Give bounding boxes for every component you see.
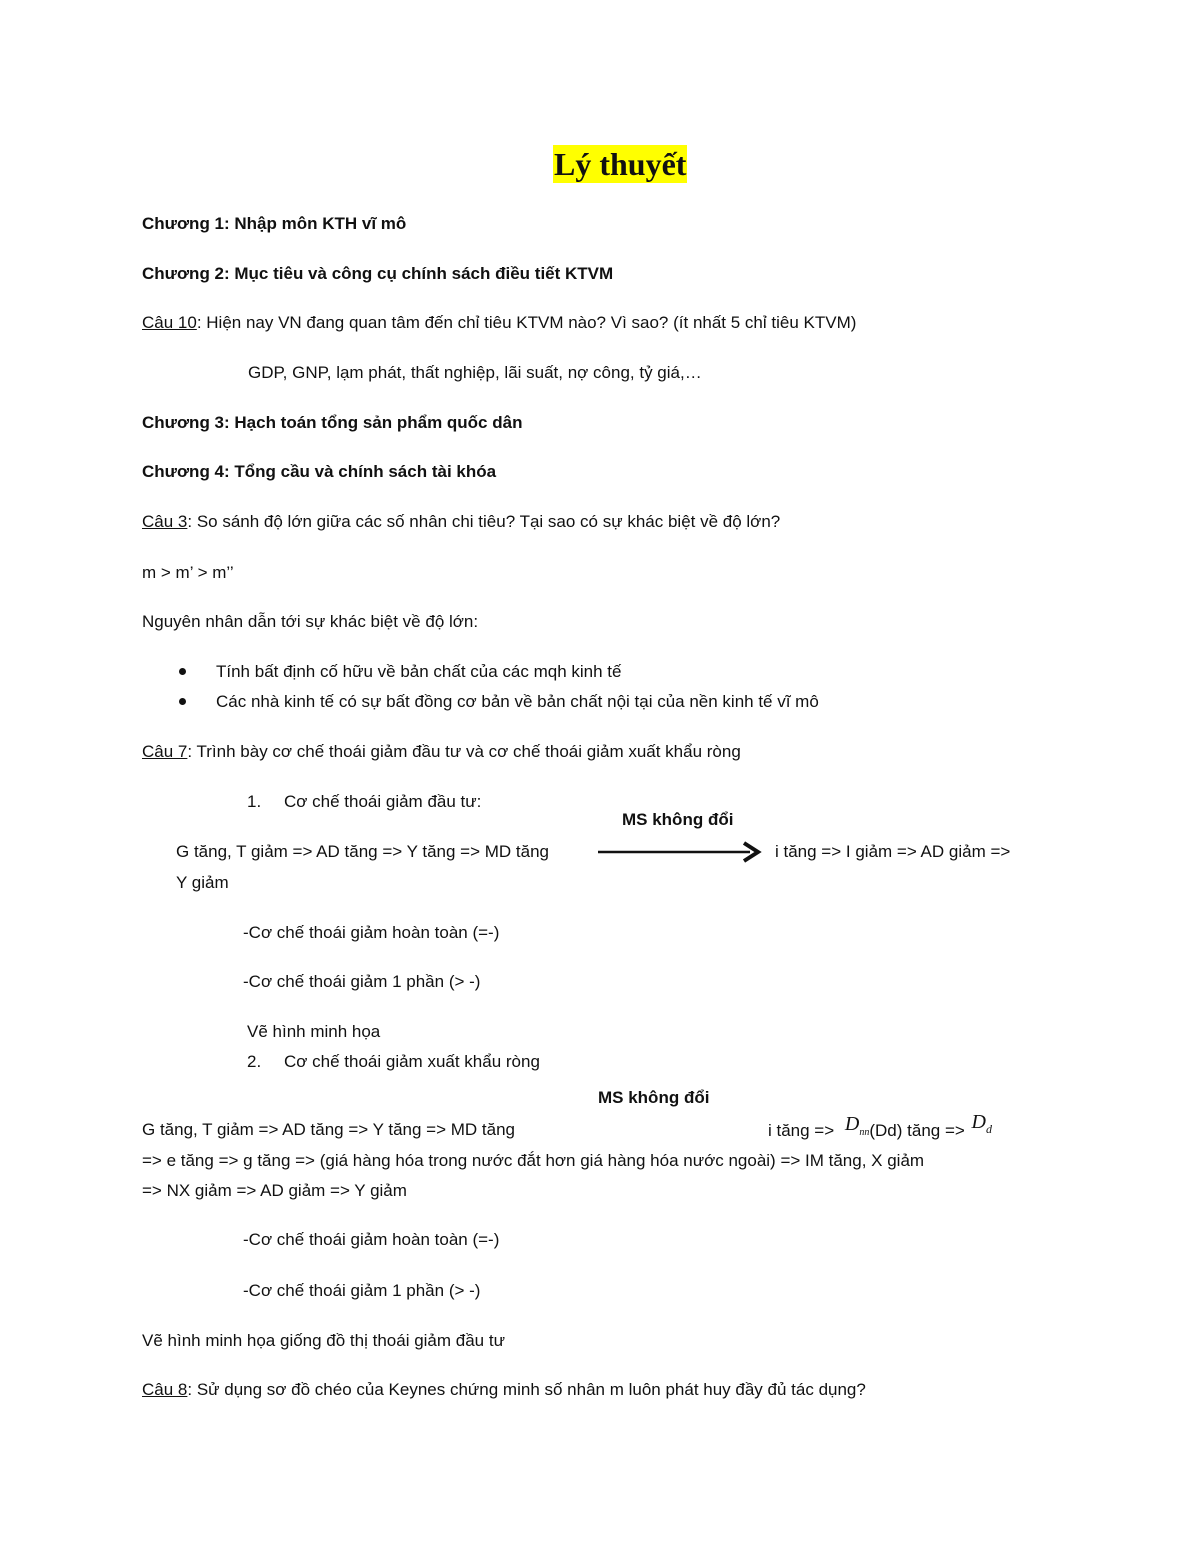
question-10-answer: GDP, GNP, lạm phát, thất nghiệp, lãi suất, nợ công, tỷ giá,… bbox=[248, 363, 702, 382]
chain-2-mid bbox=[768, 1111, 992, 1150]
question-8 bbox=[142, 1379, 866, 1401]
full-crowding-out-1: -Cơ chế thoái giảm hoàn toàn (=-) bbox=[243, 923, 500, 942]
item-1-number: 1. bbox=[247, 792, 262, 811]
bullet-dot-icon bbox=[179, 668, 186, 675]
chain-1-left: G tăng, T giảm => AD tăng => Y tăng => MD tăng bbox=[176, 842, 549, 861]
chain-2-mid-2: (Dd) tăng => bbox=[869, 1121, 965, 1140]
chain-2-mid-1: i tăng => bbox=[768, 1121, 835, 1140]
d-d-symbol: $D_d$ bbox=[971, 1111, 992, 1136]
reason-bullet-1: Tính bất định cố hữu về bản chất của các mqh kinh tế bbox=[216, 662, 622, 681]
question-10 bbox=[142, 312, 856, 334]
full-crowding-out-2: -Cơ chế thoái giảm hoàn toàn (=-) bbox=[243, 1230, 500, 1249]
partial-crowding-out-2: -Cơ chế thoái giảm 1 phần (> -) bbox=[243, 1281, 481, 1300]
question-8-label: Câu 8 bbox=[142, 1380, 188, 1399]
reason-heading: Nguyên nhân dẫn tới sự khác biệt về độ lớn: bbox=[142, 612, 479, 631]
chain-1-right: i tăng => I giảm => AD giảm => bbox=[775, 842, 1011, 861]
multiplier-inequality: m > m’ > m’’ bbox=[142, 563, 234, 582]
item-2-title: Cơ chế thoái giảm xuất khẩu ròng bbox=[284, 1052, 540, 1071]
question-8-text: : Sử dụng sơ đồ chéo của Keynes chứng minh số nhân m luôn phát huy đầy đủ tác dụng? bbox=[187, 1380, 866, 1399]
reason-bullet-2: Các nhà kinh tế có sự bất đồng cơ bản về bản chất nội tại của nền kinh tế vĩ mô bbox=[216, 692, 819, 711]
question-7 bbox=[142, 741, 741, 763]
question-7-text: : Trình bày cơ chế thoái giảm đầu tư và cơ chế thoái giảm xuất khẩu ròng bbox=[187, 742, 741, 761]
question-10-label: Câu 10 bbox=[142, 313, 197, 332]
d-nn-symbol: $D_{nn}$ bbox=[844, 1113, 870, 1138]
chain-2-line-3: => NX giảm => AD giảm => Y giảm bbox=[142, 1181, 407, 1200]
question-3-label: Câu 3 bbox=[142, 512, 188, 531]
draw-illustration-1: Vẽ hình minh họa bbox=[247, 1022, 381, 1041]
question-3 bbox=[142, 511, 780, 533]
item-2-number: 2. bbox=[247, 1052, 262, 1071]
item-1-title: Cơ chế thoái giảm đầu tư: bbox=[284, 792, 482, 811]
ms-unchanged-label-2: MS không đổi bbox=[598, 1088, 710, 1107]
partial-crowding-out-1: -Cơ chế thoái giảm 1 phần (> -) bbox=[243, 972, 481, 991]
chain-2-left: G tăng, T giảm => AD tăng => Y tăng => MD tăng bbox=[142, 1120, 515, 1139]
ms-unchanged-label-1: MS không đổi bbox=[622, 810, 734, 829]
chapter-3-heading: Chương 3: Hạch toán tổng sản phẩm quốc dân bbox=[142, 413, 523, 432]
question-7-label: Câu 7 bbox=[142, 742, 188, 761]
chapter-4-heading: Chương 4: Tổng cầu và chính sách tài khóa bbox=[142, 462, 497, 481]
question-10-text: : Hiện nay VN đang quan tâm đến chỉ tiêu KTVM nào? Vì sao? (ít nhất 5 chỉ tiêu KTVM) bbox=[196, 313, 857, 332]
chain-2-line-2: => e tăng => g tăng => (giá hàng hóa trong nước đắt hơn giá hàng hóa nước ngoài) => IM tăng, X giảm bbox=[142, 1151, 925, 1170]
question-3-text: : So sánh độ lớn giữa các số nhân chi tiêu? Tại sao có sự khác biệt về độ lớn? bbox=[187, 512, 781, 531]
draw-illustration-2: Vẽ hình minh họa giống đồ thị thoái giảm đầu tư bbox=[142, 1331, 505, 1350]
chapter-2-heading: Chương 2: Mục tiêu và công cụ chính sách điều tiết KTVM bbox=[142, 264, 614, 283]
chain-1-end: Y giảm bbox=[176, 873, 229, 892]
chapter-1-heading: Chương 1: Nhập môn KTH vĩ mô bbox=[142, 214, 407, 233]
page-title: Lý thuyết bbox=[554, 146, 687, 182]
right-arrow-icon bbox=[598, 840, 770, 864]
bullet-dot-icon bbox=[179, 698, 186, 705]
